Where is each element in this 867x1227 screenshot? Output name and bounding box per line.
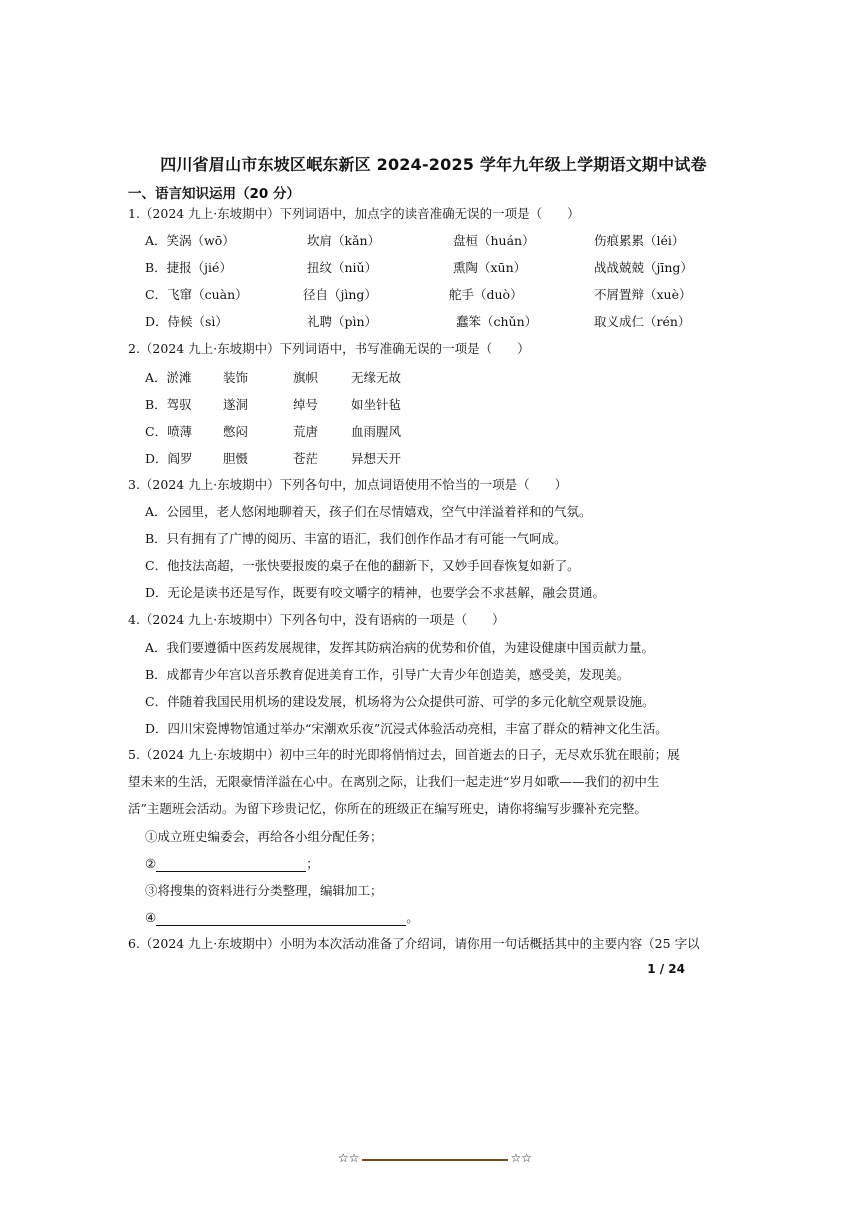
q4-option-a: A．我们要遵循中医药发展规律，发挥其防病治病的优势和价值，为建设健康中国贡献力量。 — [145, 640, 655, 655]
star-icon: ☆☆ — [510, 1151, 532, 1165]
q1-option-b4: 战战兢兢（jīng） — [594, 260, 693, 275]
q1-option-c3: 舵手（duò） — [449, 287, 523, 302]
q5-step-4-end: 。 — [406, 910, 419, 925]
q1-option-c2: 径自（jìng） — [303, 287, 377, 302]
q5-step-4-blank[interactable] — [156, 911, 406, 926]
question-3-stem: 3.（2024 九上·东坡期中）下列各句中，加点词语使用不恰当的一项是（ ） — [128, 477, 568, 492]
q5-step-2-end: ； — [306, 856, 319, 871]
q2-option-d1: D．阎罗 — [145, 451, 193, 466]
q2-option-d3: 苍茫 — [293, 451, 319, 466]
section-heading: 一、语言知识运用（20 分） — [128, 186, 300, 202]
q2-option-b2: 遂洞 — [223, 397, 249, 412]
q1-option-a2: 坎肩（kǎn） — [307, 233, 381, 248]
q2-option-a4: 无缘无故 — [351, 370, 402, 385]
q1-option-b1: B．捷报（jié） — [145, 260, 232, 275]
q5-step-2-blank[interactable] — [156, 857, 306, 872]
q1-option-a4: 伤痕累累（léi） — [594, 233, 685, 248]
q5-step-4-label: ④ — [145, 910, 157, 925]
q1-option-b3: 熏陶（xūn） — [453, 260, 527, 275]
q2-option-c3: 荒唐 — [293, 424, 319, 439]
q4-option-c: C．伴随着我国民用机场的建设发展，机场将为公众提供可游、可学的多元化航空观景设施。 — [145, 694, 655, 709]
q1-option-d1: D．侍候（sì） — [145, 314, 228, 329]
q5-step-2-label: ② — [145, 856, 157, 871]
q1-option-c1: C．飞窜（cuàn） — [145, 287, 248, 302]
footer-rule — [362, 1159, 508, 1161]
question-1-stem: 1.（2024 九上·东坡期中）下列词语中，加点字的读音准确无误的一项是（ ） — [128, 206, 580, 221]
q3-option-c: C．他技法高超，一张快要报废的桌子在他的翻新下，又妙手回春恢复如新了。 — [145, 558, 580, 573]
q2-option-c1: C．喷薄 — [145, 424, 193, 439]
q2-option-c2: 憋闷 — [223, 424, 249, 439]
q5-step-4 — [145, 908, 419, 926]
q5-step-3: ③将搜集的资料进行分类整理，编辑加工； — [145, 883, 383, 898]
q1-option-c4: 不屑置辩（xuè） — [594, 287, 692, 302]
q2-option-a2: 装饰 — [223, 370, 249, 385]
page-footer-ornament — [338, 1153, 532, 1167]
page-title: 四川省眉山市东坡区岷东新区 2024-2025 学年九年级上学期语文期中试卷 — [160, 155, 707, 174]
q1-option-a3: 盘桓（huán） — [453, 233, 535, 248]
q3-option-d: D．无论是读书还是写作，既要有咬文嚼字的精神，也要学会不求甚解，融会贯通。 — [145, 585, 606, 600]
question-6-stem: 6.（2024 九上·东坡期中）小明为本次活动准备了介绍词，请你用一句话概括其中的主要内容（25 字以 — [128, 936, 700, 951]
q3-option-b: B．只有拥有了广博的阅历、丰富的语汇，我们创作作品才有可能一气呵成。 — [145, 531, 567, 546]
question-5-paragraph: 5.（2024 九上·东坡期中）初中三年的时光即将悄悄过去，回首逝去的日子，无尽欢乐犹在眼前；展望未来的生活，无限豪情洋溢在心中。在离别之际，让我们一起走进“岁月如歌——我们的初中生活”主题班会活动。为留下珍贵记忆，你所在的班级正在编写班史，请你将编写步骤补充完整。 — [128, 747, 680, 816]
q2-option-d4: 异想天开 — [351, 451, 402, 466]
q3-option-a: A．公园里，老人悠闲地聊着天，孩子们在尽情嬉戏，空气中洋溢着祥和的气氛。 — [145, 504, 592, 519]
q1-option-a1: A．笑涡（wō） — [145, 233, 235, 248]
q2-option-b4: 如坐针毡 — [351, 397, 402, 412]
q4-option-b: B．成都青少年宫以音乐教育促进美育工作，引导广大青少年创造美，感受美，发现美。 — [145, 667, 630, 682]
q1-option-d2: 礼聘（pìn） — [307, 314, 378, 329]
question-4-stem: 4.（2024 九上·东坡期中）下列各句中，没有语病的一项是（ ） — [128, 612, 505, 627]
q2-option-c4: 血雨腥风 — [351, 424, 402, 439]
q2-option-a1: A．淤滩 — [145, 370, 192, 385]
q2-option-b1: B．驾驭 — [145, 397, 192, 412]
q2-option-b3: 绰号 — [293, 397, 319, 412]
q4-option-d: D．四川宋瓷博物馆通过举办“宋潮欢乐夜”沉浸式体验活动亮相，丰富了群众的精神文化生活。 — [145, 721, 668, 736]
page-number: 1 / 24 — [647, 962, 685, 976]
question-2-stem: 2.（2024 九上·东坡期中）下列词语中，书写准确无误的一项是（ ） — [128, 341, 530, 356]
q5-step-2 — [145, 854, 319, 872]
star-icon: ☆☆ — [338, 1151, 360, 1165]
q1-option-b2: 扭纹（niǔ） — [307, 260, 378, 275]
q5-step-1: ①成立班史编委会，再给各小组分配任务； — [145, 829, 383, 844]
q2-option-d2: 胆慑 — [223, 451, 249, 466]
q1-option-d4: 取义成仁（rén） — [594, 314, 691, 329]
q1-option-d3: 蠢笨（chǔn） — [456, 314, 538, 329]
q2-option-a3: 旗帜 — [293, 370, 319, 385]
